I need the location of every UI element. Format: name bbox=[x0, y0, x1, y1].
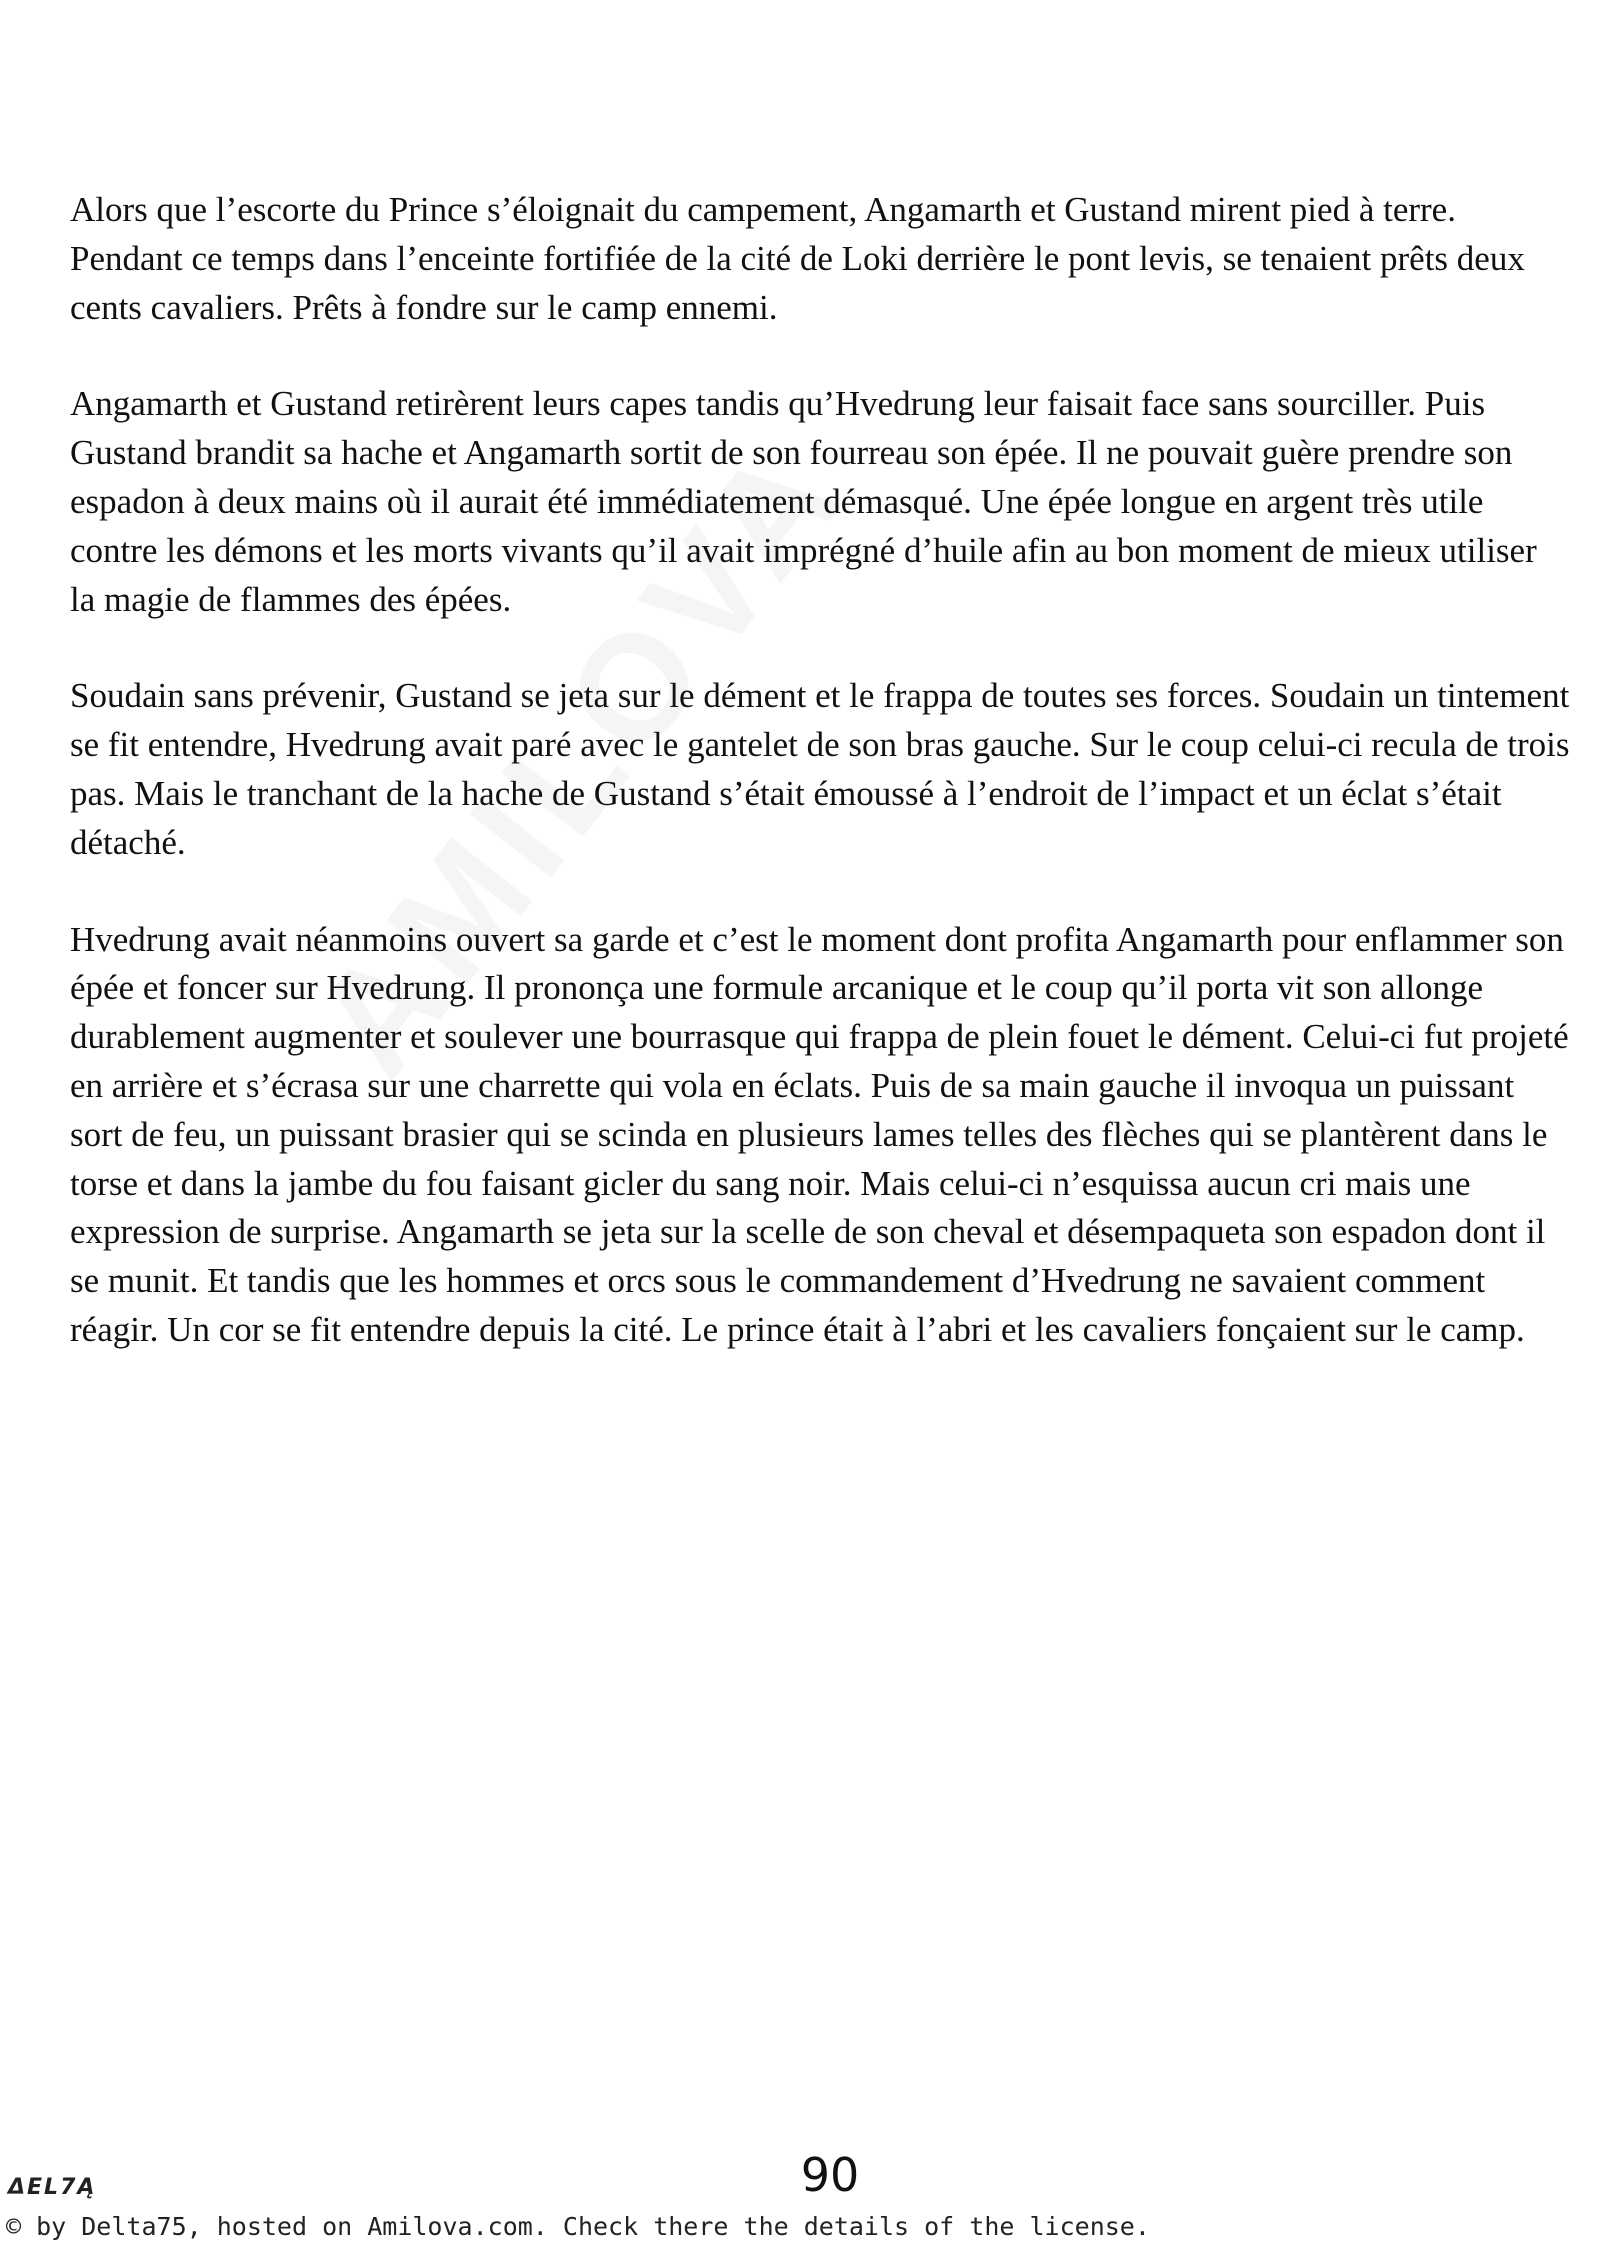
paragraph: Soudain sans prévenir, Gustand se jeta sur le dément et le frappa de toutes ses forces. Soudain un tintement se fit entendre, Hvedrung avait paré avec le gantelet de son bras gauche. Sur le coup celui-ci recula de trois pas. Mais le tranchant de la hache de Gustand s’était émoussé à l’endroit de l’impact et un éclat s’était détaché. bbox=[70, 676, 1570, 862]
body-text bbox=[70, 186, 1570, 1403]
paragraph: Alors que l’escorte du Prince s’éloignait du campement, Angamarth et Gustand mirent pied à terre. Pendant ce temps dans l’enceinte fortifiée de la cité de Loki derrière le pont levis, se tenaient prêts deux cents cavaliers. Prêts à fondre sur le camp ennemi. bbox=[70, 190, 1525, 327]
page-number: 90 bbox=[800, 2148, 860, 2202]
copyright-notice: © by Delta75, hosted on Amilova.com. Check there the details of the license. bbox=[6, 2212, 1150, 2241]
author-logo: ΔEL7Ą bbox=[8, 2175, 97, 2200]
paragraph: Angamarth et Gustand retirèrent leurs capes tandis qu’Hvedrung leur faisait face sans sourciller. Puis Gustand brandit sa hache et Angamarth sortit de son fourreau son épée. Il ne pouvait guère prendre son espadon à deux mains où il aurait été immédiatement démasqué. Une épée longue en argent très utile contre les démons et les morts vivants qu’il avait imprégné d’huile afin au bon moment de mieux utiliser la magie de flammes des épées. bbox=[70, 384, 1537, 619]
paragraph: Hvedrung avait néanmoins ouvert sa garde et c’est le moment dont profita Angamarth pour enflammer son épée et foncer sur Hvedrung. Il prononça une formule arcanique et le coup qu’il porta vit son allonge durablement augmenter et soulever une bourrasque qui frappa de plein fouet le dément. Celui-ci fut projeté en arrière et s’écrasa sur une charrette qui vola en éclats. Puis de sa main gauche il invoqua un puissant sort de feu, un puissant brasier qui se scinda en plusieurs lames telles des flèches qui se plantèrent dans le torse et dans la jambe du fou faisant gicler du sang noir. Mais celui-ci n’esquissa aucun cri mais une expression de surprise. Angamarth se jeta sur la scelle de son cheval et désempaqueta son espadon dont il se munit. Et tandis que les hommes et orcs sous le commandement d’Hvedrung ne savaient comment réagir. Un cor se fit entendre depuis la cité. Le prince était à l’abri et les cavaliers fonçaient sur le camp. bbox=[70, 919, 1569, 1349]
